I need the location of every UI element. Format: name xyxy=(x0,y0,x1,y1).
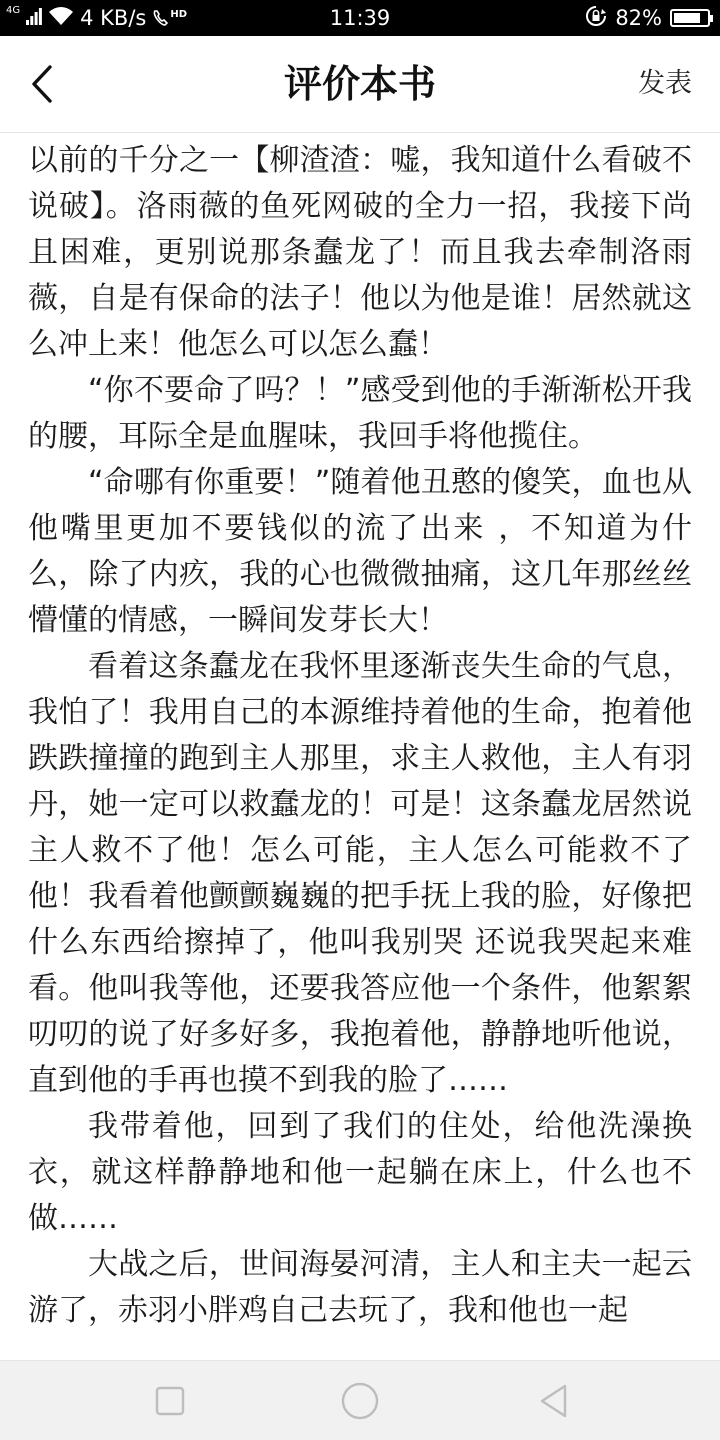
status-time: 11:39 xyxy=(329,6,391,30)
paragraph: 我带着他，回到了我们的住处，给他洗澡换衣，就这样静静地和他一起躺在床上，什么也不做…… xyxy=(28,1109,692,1236)
paragraph: 看着这条蠢龙在我怀里逐渐丧失生命的气息，我怕了！我用自己的本源维持着他的生命，抱着他跌跌撞撞的跑到主人那里，求主人救他，主人有羽丹，她一定可以救蠢龙的！可是！这条蠢龙居然说主人救不了他！怎么可能，主人怎么可能救不了他！我看着他颤颤巍巍的把手抚上我的脸，好像把什么东西给擦掉了，他叫我别哭 还说我哭起来难看。他叫我等他，还要我答应他一个条件，他絮絮叨叨的说了好多好多，我抱着他，静静地听他说，直到他的手再也摸不到我的脸了…… xyxy=(28,649,692,1098)
home-icon xyxy=(340,1381,380,1421)
system-nav-bar xyxy=(0,1360,720,1440)
status-bar xyxy=(0,0,720,36)
paragraph: “你不要命了吗？！”感受到他的手渐渐松开我的腰，耳际全是血腥味，我回手将他揽住。 xyxy=(28,373,692,454)
recent-apps-icon xyxy=(154,1385,186,1417)
call-hd-icon xyxy=(152,8,187,28)
page-title: 评价本书 xyxy=(283,61,436,106)
home-button[interactable] xyxy=(336,1377,384,1425)
chevron-left-icon xyxy=(28,64,56,104)
recent-apps-button[interactable] xyxy=(146,1377,194,1425)
back-nav-button[interactable] xyxy=(530,1377,578,1425)
hd-badge: HD xyxy=(170,9,188,20)
back-button[interactable] xyxy=(22,62,62,106)
signal-icon xyxy=(26,6,42,30)
rotation-lock-icon xyxy=(585,5,607,32)
status-left xyxy=(6,0,187,36)
paragraph: “命哪有你重要！”随着他丑憨的傻笑，血也从他嘴里更加不要钱似的流了出来 ，不知道为什么，除了内疚，我的心也微微抽痛，这几年那丝丝懵懂的情感，一瞬间发芽长大！ xyxy=(28,465,692,638)
publish-button[interactable]: 发表 xyxy=(638,68,692,99)
battery-icon xyxy=(670,9,710,27)
paragraph: 大战之后，世间海晏河清，主人和主夫一起云游了，赤羽小胖鸡自己去玩了，我和他也一起 xyxy=(28,1247,692,1328)
wifi-icon xyxy=(48,6,74,31)
review-text xyxy=(0,133,720,1334)
back-triangle-icon xyxy=(536,1383,572,1419)
status-right xyxy=(585,0,710,36)
header xyxy=(0,36,720,133)
battery-percent: 82% xyxy=(615,6,662,30)
battery-level-fill xyxy=(674,13,700,23)
review-text-area[interactable] xyxy=(0,133,720,1360)
network-speed: 4 KB/s xyxy=(80,6,147,30)
paragraph: 以前的千分之一【柳渣渣：嘘，我知道什么看破不说破】。洛雨薇的鱼死网破的全力一招，我接下尚且困难，更别说那条蠢龙了！而且我去牵制洛雨薇，自是有保命的法子！他以为他是谁！居然就这么冲上来！他怎么可以怎么蠢！ xyxy=(28,143,692,362)
network-type: 4G xyxy=(6,5,21,16)
